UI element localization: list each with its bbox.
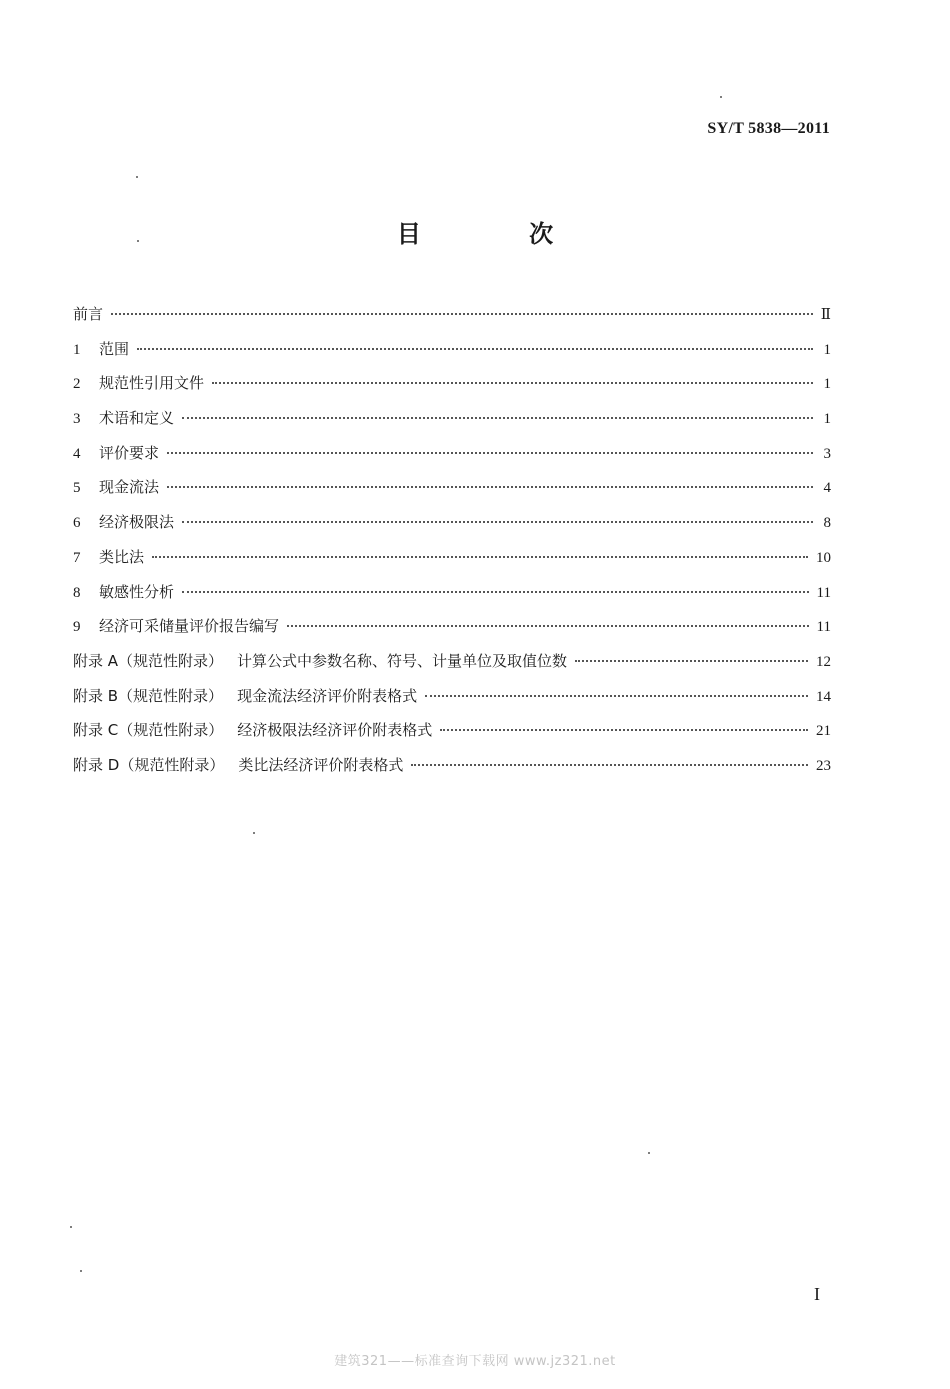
toc-entry-number: 1	[73, 341, 81, 358]
toc-entry-title: 范围	[99, 339, 130, 358]
dot-leader	[425, 695, 808, 697]
toc-entry-4[interactable]	[73, 439, 831, 474]
toc-entry-page: 1	[823, 376, 831, 393]
appendix-title: 类比法经济评价附表格式	[238, 755, 404, 774]
appendix-page: 21	[816, 723, 831, 740]
dot-leader	[182, 417, 813, 419]
toc-entry-page: 3	[823, 445, 831, 462]
appendix-page: 23	[816, 757, 831, 774]
appendix-label: 附录 D（规范性附录）	[73, 755, 225, 774]
toc-entry-page: 11	[816, 584, 831, 601]
toc-entry-appendix-c[interactable]	[73, 716, 831, 751]
dot-leader	[152, 556, 808, 558]
dot-leader	[137, 348, 813, 350]
toc-entry-page: 8	[823, 515, 831, 532]
toc-entry-number: 5	[73, 480, 81, 497]
page-number: I	[814, 1284, 820, 1304]
toc-entry-title: 前言	[73, 305, 104, 323]
dot-leader	[440, 729, 808, 731]
toc-entry-1[interactable]	[73, 335, 831, 370]
dot-leader	[212, 382, 813, 384]
appendix-title: 现金流法经济评价附表格式	[237, 686, 418, 705]
standard-code: SY/T 5838—2011	[707, 120, 830, 137]
appendix-page: 14	[816, 688, 831, 705]
scan-speck	[648, 1152, 650, 1154]
dot-leader	[287, 625, 809, 627]
appendix-label: 附录 C（规范性附录）	[73, 721, 224, 740]
toc-entry-page: Ⅱ	[820, 307, 831, 323]
toc-entry-title: 经济极限法	[99, 513, 175, 532]
appendix-page: 12	[816, 653, 831, 670]
dot-leader	[575, 660, 808, 662]
toc-entry-number: 2	[73, 376, 81, 393]
toc-entry-7[interactable]	[73, 543, 831, 578]
scan-speck	[136, 176, 138, 178]
toc-entry-number: 6	[73, 515, 81, 532]
toc-entry-number: 8	[73, 584, 81, 601]
toc-entry-appendix-a[interactable]	[73, 647, 831, 682]
toc-entry-page: 10	[816, 549, 831, 566]
toc-entry-title: 规范性引用文件	[99, 374, 205, 393]
toc-entry-title: 现金流法	[99, 478, 160, 497]
toc-entry-appendix-d[interactable]	[73, 751, 831, 786]
toc-entry-page: 4	[823, 480, 831, 497]
toc-entry-number: 4	[73, 445, 81, 462]
toc-entry-number: 7	[73, 549, 81, 566]
toc-entry-appendix-b[interactable]	[73, 682, 831, 717]
table-of-contents	[73, 300, 831, 786]
appendix-title: 计算公式中参数名称、符号、计量单位及取值位数	[237, 651, 568, 670]
dot-leader	[111, 313, 813, 315]
scan-speck	[253, 832, 255, 834]
toc-entry-page: 1	[823, 411, 831, 428]
toc-entry-title: 类比法	[99, 547, 145, 566]
dot-leader	[182, 591, 809, 593]
scan-speck	[80, 1270, 82, 1272]
toc-entry-9[interactable]	[73, 612, 831, 647]
appendix-label: 附录 A（规范性附录）	[73, 651, 224, 670]
watermark: 建筑321——标准查询下载网 www.jz321.net	[334, 1354, 616, 1369]
toc-entry-number: 9	[73, 619, 81, 636]
scan-speck	[720, 96, 722, 98]
toc-entry-page: 11	[816, 619, 831, 636]
dot-leader	[411, 764, 808, 766]
toc-entry-8[interactable]	[73, 578, 831, 613]
dot-leader	[167, 452, 813, 454]
toc-entry-number: 3	[73, 411, 81, 428]
dot-leader	[182, 521, 813, 523]
toc-entry-title: 经济可采储量评价报告编写	[99, 617, 280, 636]
page-title: 目 次	[396, 220, 604, 248]
toc-entry-title: 评价要求	[99, 443, 160, 462]
scan-speck	[70, 1226, 72, 1228]
scan-speck	[137, 240, 139, 242]
dot-leader	[167, 486, 813, 488]
appendix-title: 经济极限法经济评价附表格式	[237, 721, 433, 740]
toc-entry-5[interactable]	[73, 473, 831, 508]
appendix-label: 附录 B（规范性附录）	[73, 686, 224, 705]
toc-entry-foreword[interactable]	[73, 300, 831, 335]
toc-entry-6[interactable]	[73, 508, 831, 543]
toc-entry-3[interactable]	[73, 404, 831, 439]
toc-entry-title: 术语和定义	[99, 409, 175, 428]
toc-entry-title: 敏感性分析	[99, 582, 175, 601]
toc-entry-page: 1	[823, 341, 831, 358]
toc-entry-2[interactable]	[73, 369, 831, 404]
